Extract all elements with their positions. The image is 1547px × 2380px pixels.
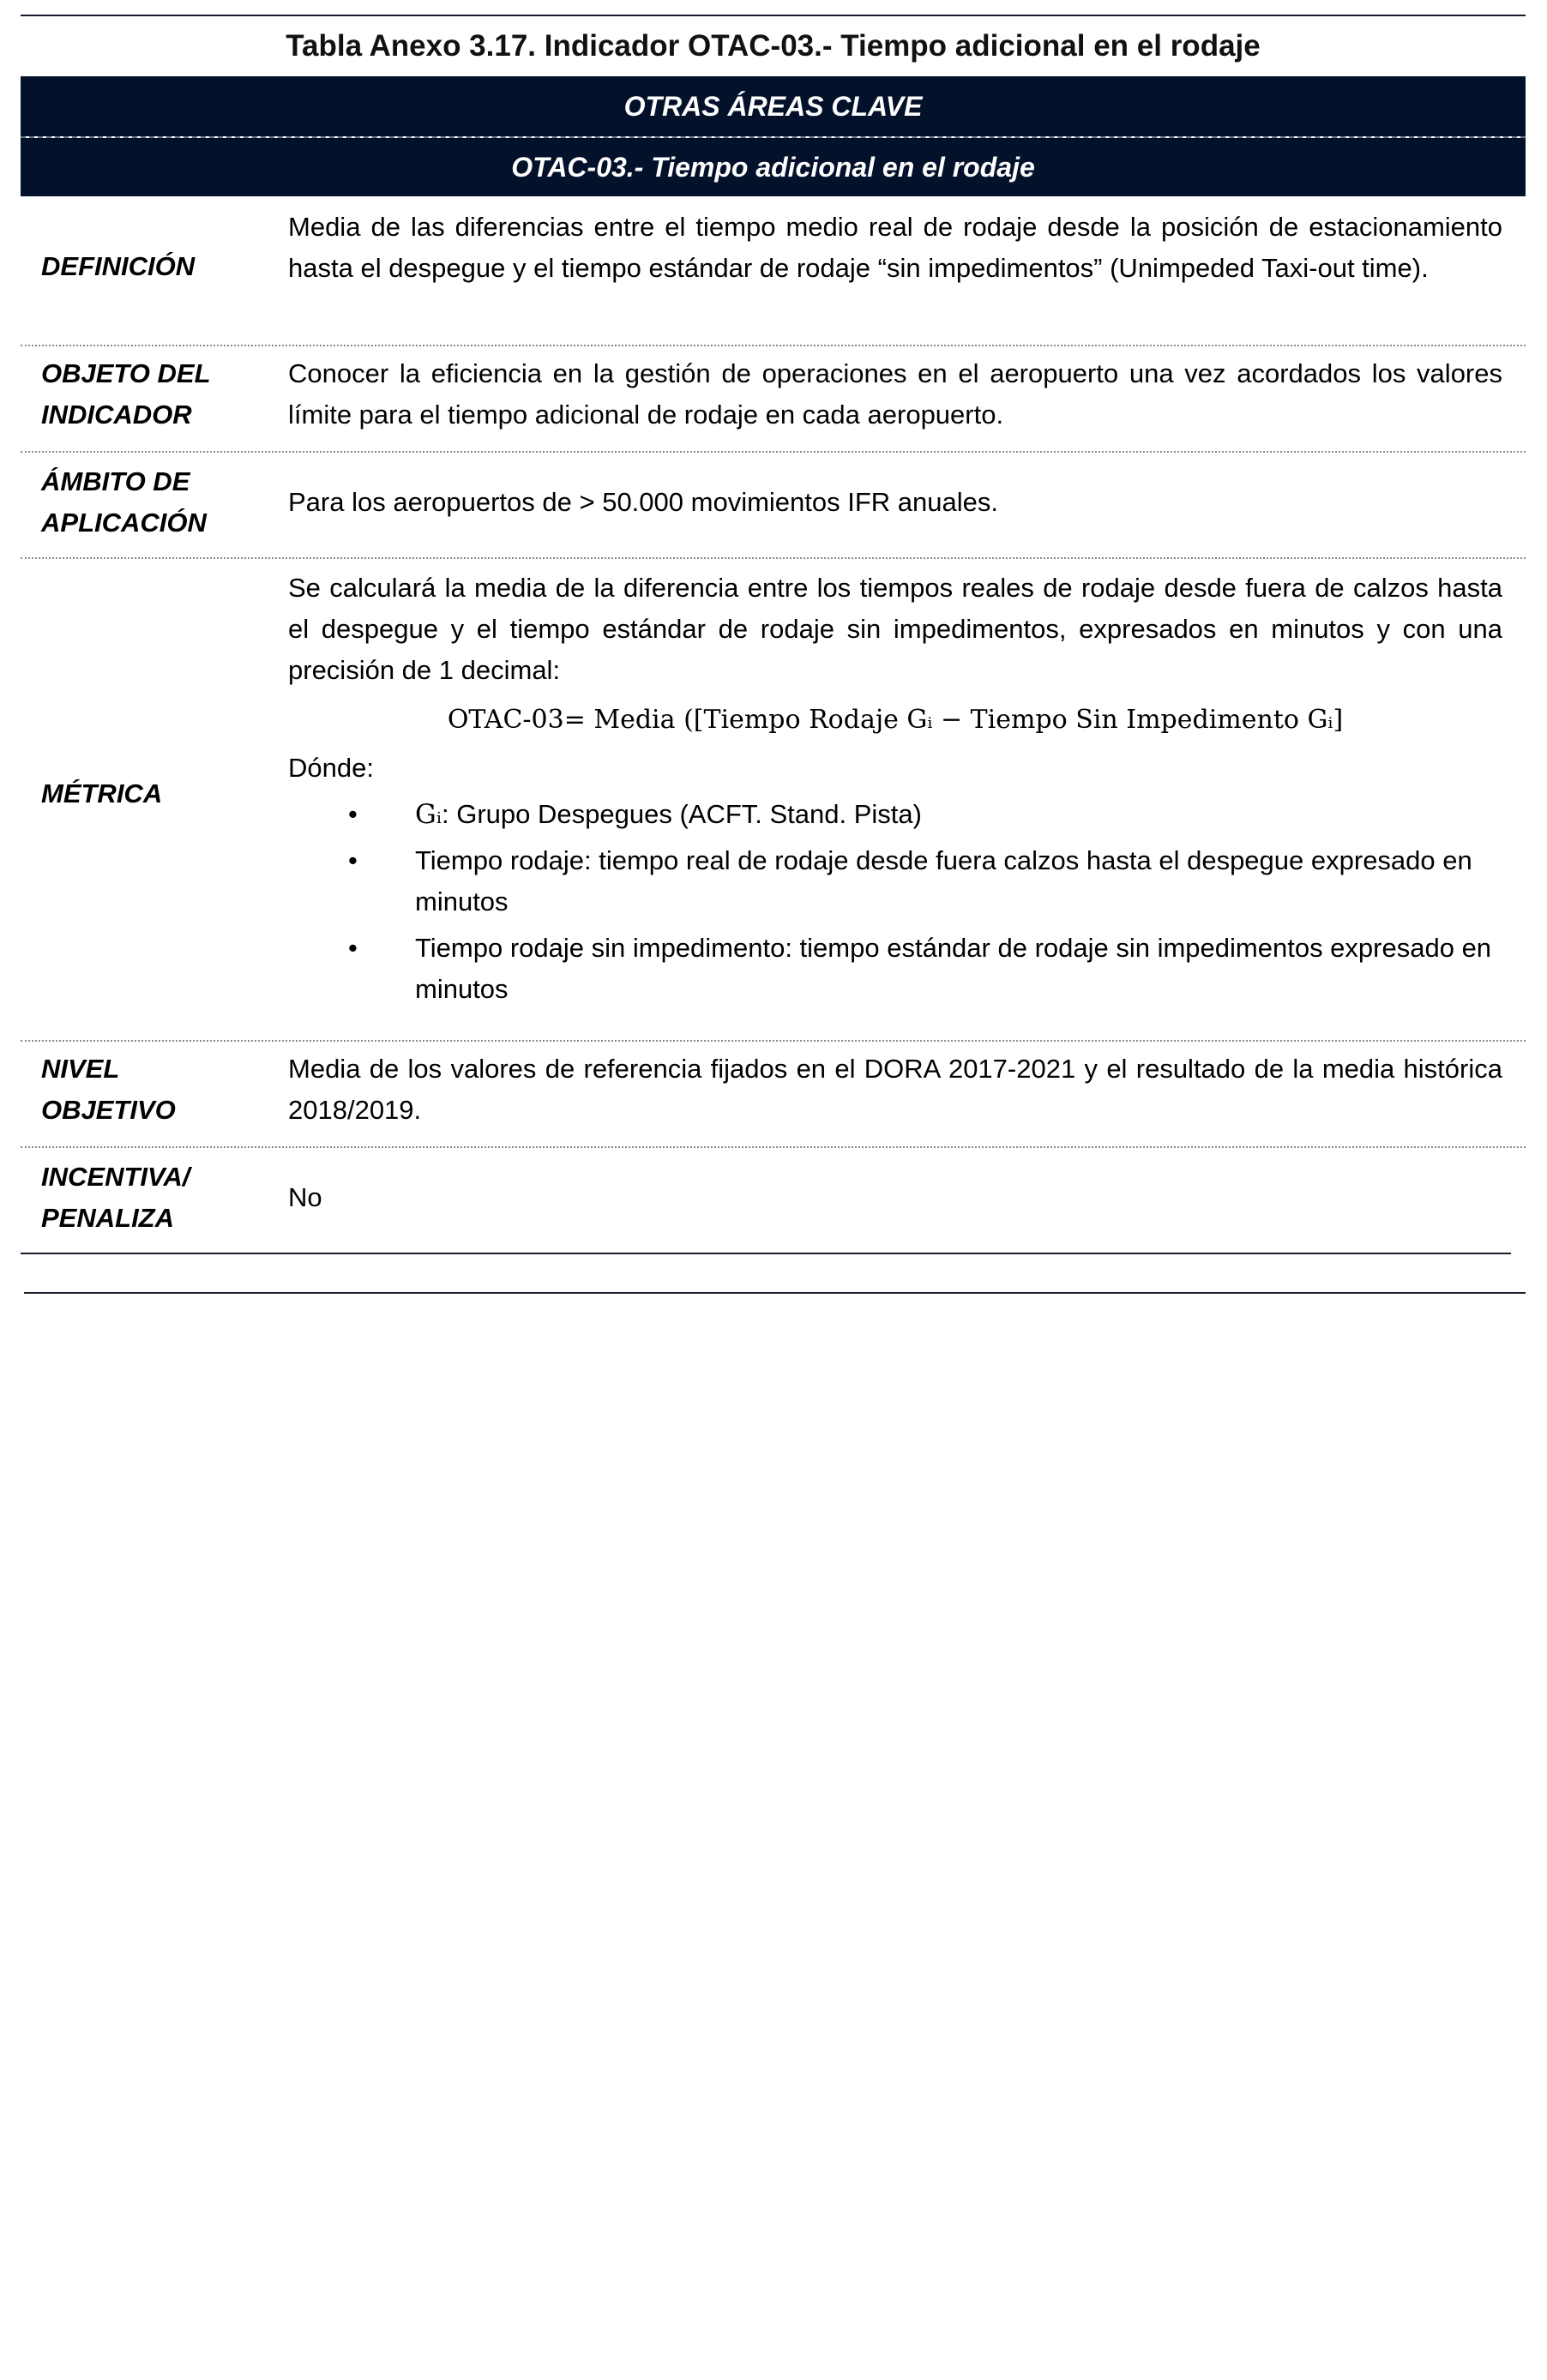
list-item-text: Tiempo rodaje: tiempo real de rodaje desde fuera calzos hasta el despegue expresado en minutos xyxy=(415,845,1472,917)
page-bottom-rule xyxy=(24,1292,1526,1294)
metric-where: Dónde: xyxy=(288,753,374,783)
list-item xyxy=(288,794,1502,835)
bullet-icon: • xyxy=(348,845,358,875)
row-content: Conocer la eficiencia en la gestión de operaciones en el aeropuerto una vez acordados los valores límite para el tiempo adicional de rodaje en cada aeropuerto. xyxy=(288,358,1502,430)
row-objeto xyxy=(21,346,1526,453)
row-content: No xyxy=(288,1182,322,1212)
label-line: OBJETIVO xyxy=(41,1095,176,1125)
row-label xyxy=(41,461,273,544)
table-caption: Tabla Anexo 3.17. Indicador OTAC-03.- Tiempo adicional en el rodaje xyxy=(286,29,1261,63)
indicator-header: OTAC-03.- Tiempo adicional en el rodaje xyxy=(21,138,1526,196)
label-line: OBJETO DEL xyxy=(41,358,211,388)
top-rule xyxy=(21,15,1526,16)
row-content xyxy=(288,568,1502,1015)
row-content: Para los aeropuertos de > 50.000 movimientos IFR anuales. xyxy=(288,487,998,517)
label-line: ÁMBITO DE xyxy=(41,466,190,496)
metric-intro: Se calculará la media de la diferencia entre los tiempos reales de rodaje desde fuera de calzos hasta el despegue y el tiempo estándar de rodaje sin impedimentos, expresados en minutos y con una precisión de 1 decimal: xyxy=(288,573,1502,685)
metric-definitions xyxy=(288,794,1502,1010)
bullet-icon: • xyxy=(348,799,358,829)
row-label: DEFINICIÓN xyxy=(41,251,196,281)
row-nivel xyxy=(21,1042,1526,1148)
list-item xyxy=(288,840,1502,923)
list-item-text: Tiempo rodaje sin impedimento: tiempo estándar de rodaje sin impedimentos expresado en minutos xyxy=(415,933,1492,1004)
list-item-text: : Grupo Despegues (ACFT. Stand. Pista) xyxy=(442,799,922,829)
row-metrica xyxy=(21,559,1526,1042)
metric-formula: OTAC-03= Media ([Tiempo Rodaje Gᵢ − Tiempo Sin Impedimento Gᵢ] xyxy=(447,705,1344,735)
label-line: PENALIZA xyxy=(41,1203,174,1233)
row-ambito xyxy=(21,453,1526,559)
label-line: INDICADOR xyxy=(41,400,192,430)
section-header: OTRAS ÁREAS CLAVE xyxy=(21,76,1526,136)
header-separator xyxy=(21,136,1526,138)
list-item xyxy=(288,928,1502,1010)
row-label xyxy=(41,1049,273,1131)
row-label: MÉTRICA xyxy=(41,778,163,808)
row-label xyxy=(41,353,273,436)
label-line: NIVEL xyxy=(41,1054,120,1084)
group-symbol: Gᵢ xyxy=(415,799,442,830)
label-line: INCENTIVA/ xyxy=(41,1162,190,1192)
table-bottom-rule xyxy=(21,1253,1511,1254)
row-definicion xyxy=(21,196,1526,346)
row-content: Media de las diferencias entre el tiempo medio real de rodaje desde la posición de estacionamiento hasta el despegue y el tiempo estándar de rodaje “sin impedimentos” (Unimpeded Taxi-out time). xyxy=(288,212,1502,283)
row-content: Media de los valores de referencia fijados en el DORA 2017-2021 y el resultado de la media histórica 2018/2019. xyxy=(288,1054,1502,1125)
bullet-icon: • xyxy=(348,933,358,963)
row-incentiva xyxy=(21,1148,1526,1253)
row-label xyxy=(41,1157,273,1239)
label-line: APLICACIÓN xyxy=(41,508,207,538)
